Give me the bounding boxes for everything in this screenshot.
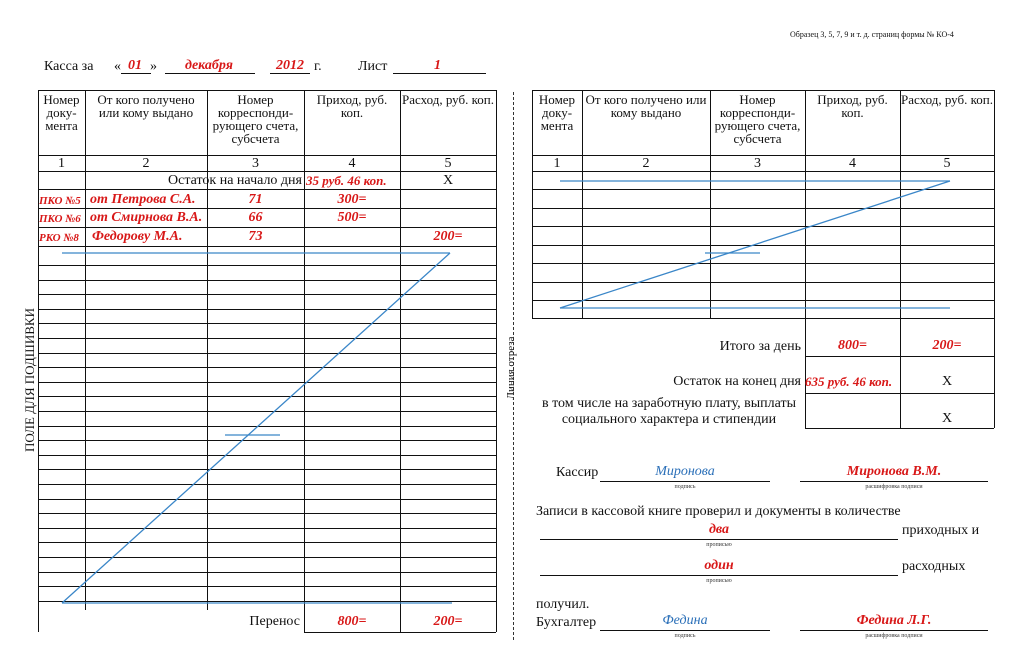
salary-label-line1: в том числе на заработную плату, выплаты [542,396,796,411]
income-count-caption: прописью [706,542,732,548]
col-number: 2 [142,156,150,171]
accountant-label: Бухгалтер [536,615,597,630]
col-from-to-header: От кого получено или кому выдано [585,92,707,120]
opening-balance-expense: Х [442,173,454,188]
header-year-suffix: г. [314,59,322,74]
header-day: 01 [128,58,142,73]
right-z-diagonal [560,181,950,308]
row-account: 71 [248,192,263,207]
col-from-to-header: От кого получено или кому выдано [97,92,195,120]
income-count: два [708,522,730,537]
binding-field-label: ПОЛЕ ДЛЯ ПОДШИВКИ [22,308,37,452]
accountant-decode-caption: расшифровка подписи [865,633,923,639]
col-account-header: Номер корреспонди-рующего счета, субсчета [212,92,299,146]
cut-line-label: Линия отреза [505,336,517,400]
carry-income: 800= [337,614,367,629]
opening-balance-income: 35 руб. 46 коп. [306,173,387,188]
closing-balance-expense: Х [941,374,953,389]
carry-expense: 200= [433,614,463,629]
col-number: 3 [252,156,259,171]
row-party: от Смирнова В.А. [90,210,203,225]
cashier-signature: Миронова [655,464,715,479]
opening-balance-label: Остаток на начало дня [168,173,302,188]
cashier-full-name: Миронова В.М. [846,464,942,479]
closing-balance-income: 635 руб. 46 коп. [805,374,893,389]
col-number: 4 [348,156,356,171]
carry-label: Перенос [249,614,300,629]
kassa-za-label: Касса за [44,59,94,74]
income-suffix: приходных и [902,523,980,538]
row-doc: ПКО №6 [39,213,81,225]
form-code: Образец 3, 5, 7, 9 и т. д. страниц формы № КО-4 [790,30,954,39]
col-income-header: Приход, руб. коп. [817,92,888,120]
accountant-sign-caption: подпись [674,633,696,639]
records-text: Записи в кассовой книге проверил и документы в количестве [536,504,901,519]
col-doc-no-header: Номер доку-мента [538,92,576,133]
salary-label-line2: социального характера и стипендии [561,412,777,427]
expense-count: один [704,558,734,573]
total-day-income: 800= [838,338,867,353]
col-expense-header: Расход, руб. коп. [402,92,494,107]
col-number: 1 [58,156,65,171]
quote-close: » [150,59,157,74]
col-number: 4 [849,156,856,171]
col-number: 5 [444,156,452,171]
cashier-label: Кассир [556,465,599,480]
expense-suffix: расходных [902,559,966,574]
row-party: Федорову М.А. [92,229,183,244]
row-doc: ПКО №5 [39,195,81,207]
cashier-sign-caption: подпись [674,484,696,490]
expense-count-caption: прописью [706,578,732,584]
total-day-expense: 200= [932,338,962,353]
row-party: от Петрова С.А. [90,192,196,207]
accountant-signature: Федина [662,613,708,628]
row-doc: РКО №8 [39,232,79,244]
header-month: декабря [185,58,233,73]
received-label: получил. [536,597,590,612]
quote-open: « [114,59,121,74]
row-account: 73 [248,229,263,244]
salary-expense: Х [941,411,953,426]
col-number: 3 [754,156,761,171]
accountant-full-name: Федина Л.Г. [856,613,932,628]
row-income: 300= [337,192,367,207]
left-z-diagonal [62,253,450,603]
row-expense: 200= [433,229,463,244]
row-account: 66 [248,210,263,225]
col-expense-header: Расход, руб. коп. [901,92,993,107]
col-account-header: Номер корреспонди-рующего счета, субсчета [714,92,801,146]
total-day-label: Итого за день [719,339,801,354]
col-income-header: Приход, руб. коп. [316,92,388,120]
list-number: 1 [434,58,441,73]
header-year: 2012 [276,58,304,73]
closing-balance-label: Остаток на конец дня [673,374,801,389]
col-number: 1 [553,156,561,171]
cashier-decode-caption: расшифровка подписи [865,484,923,490]
col-doc-no-header: Номер доку-мента [43,92,80,133]
row-income: 500= [337,210,367,225]
col-number: 5 [943,156,951,171]
list-label: Лист [358,59,388,74]
col-number: 2 [642,156,650,171]
